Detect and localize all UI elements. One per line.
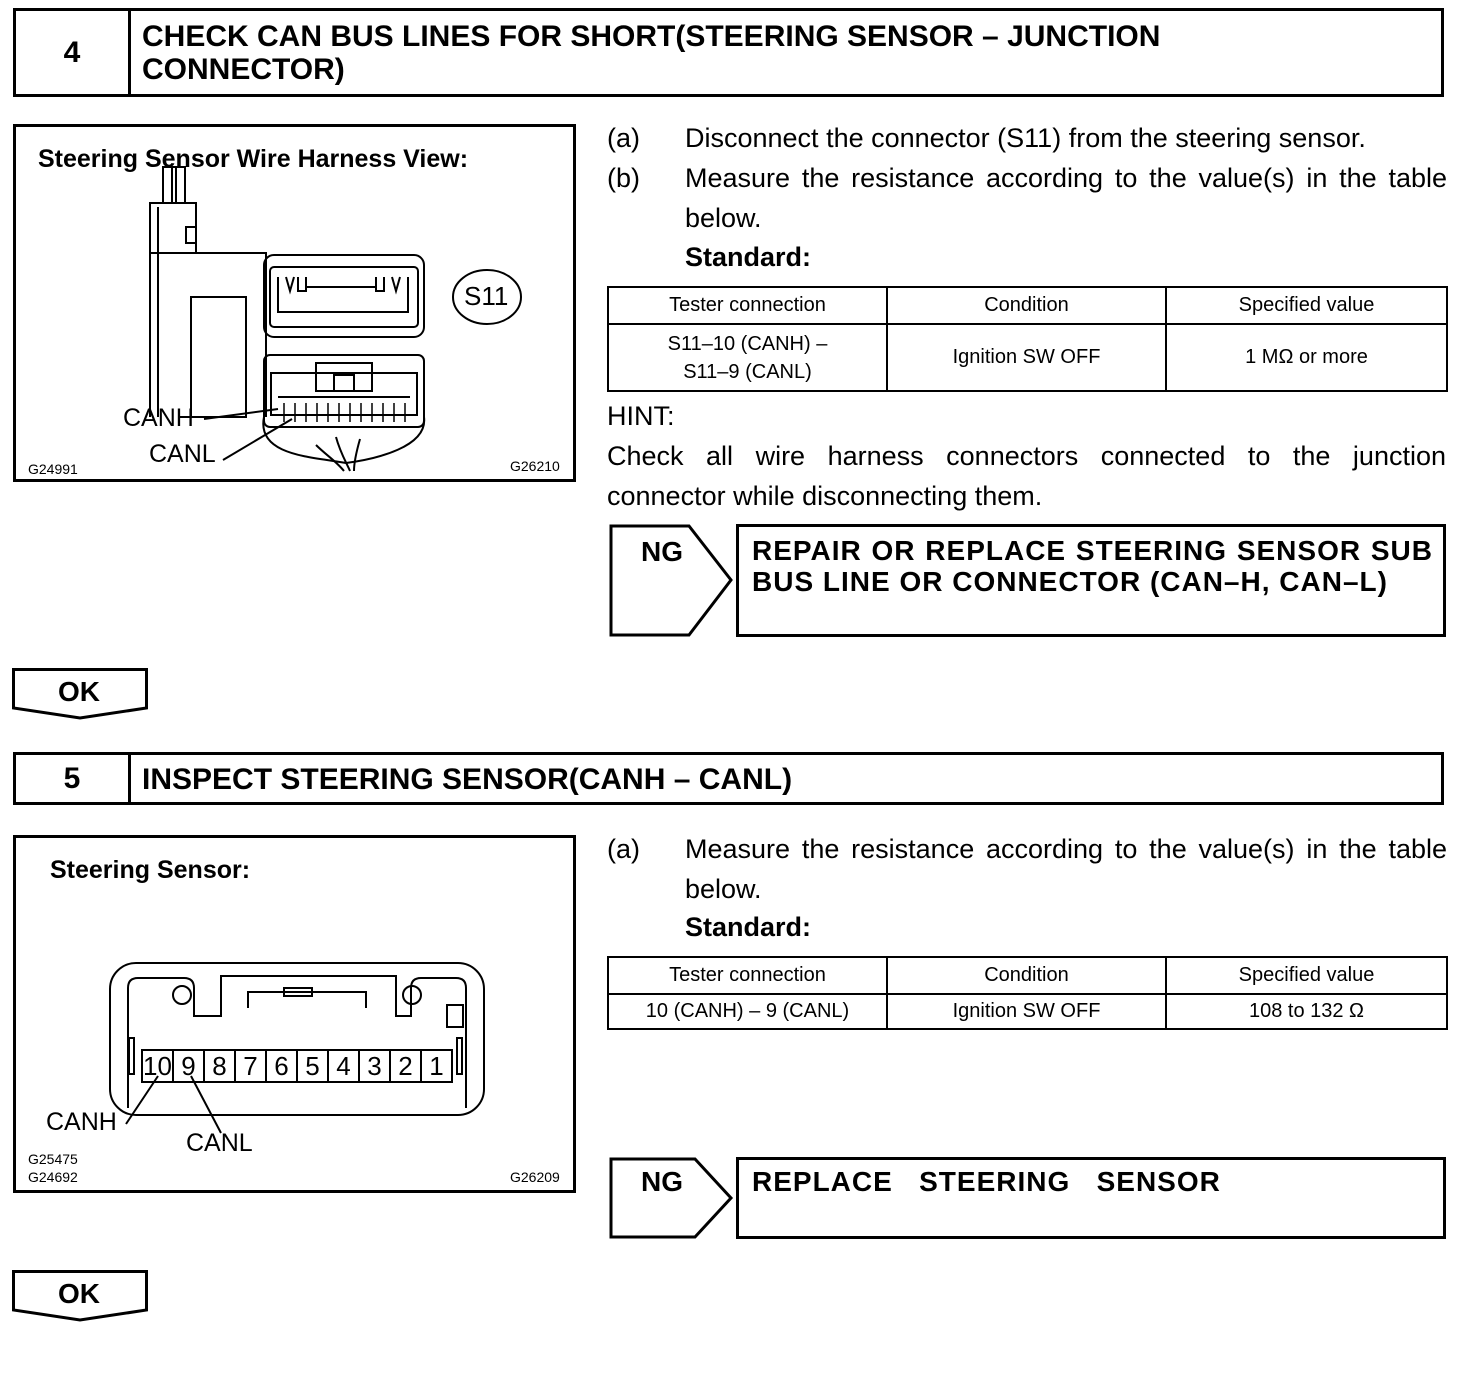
item-b-tag: (b) [607,163,640,193]
header-tester-connection: Tester connection [608,957,887,994]
step-5-ok-indicator [12,1270,149,1322]
step-5-ng-indicator [609,1157,734,1239]
item-a-text: Measure the resistance according to the value(s) in the table below. [685,834,1447,904]
step-4-number: 4 [16,11,131,94]
cell-condition: Ignition SW OFF [887,324,1166,391]
step-4-ok-indicator [12,668,149,720]
label-canh: CANH [123,404,194,432]
label-canl: CANL [186,1129,253,1157]
step-4-header [13,8,1444,97]
connection-line1: S11–10 (CANH) – [667,332,828,355]
figure-title: Steering Sensor: [50,856,251,884]
step-4-title-line1: CHECK CAN BUS LINES FOR SHORT(STEERING SENSOR – JUNCTION [142,20,1161,53]
ng-label: NG [641,1166,683,1197]
step-4-title-line2: CONNECTOR) [142,53,345,86]
connector-pin-row [142,1050,452,1082]
standard-label: Standard: [685,912,812,942]
pin-8: 8 [212,1051,227,1081]
item-a-tag: (a) [607,834,640,864]
connector-id-s11: S11 [464,281,509,311]
cell-tester-connection [608,324,887,391]
ng-result-text: REPLACE STEERING SENSOR [752,1166,1221,1197]
cell-tester-connection: 10 (CANH) – 9 (CANL) [608,994,887,1029]
figure-title: Steering Sensor Wire Harness View: [38,145,469,173]
item-b-text: Measure the resistance according to the value(s) in the table below. [685,163,1447,233]
steering-sensor-connector-diagram [16,838,573,1190]
header-condition: Condition [887,287,1166,324]
pin-1: 1 [429,1051,444,1081]
figure-code-left-2: G24692 [28,1169,78,1185]
item-a-text: Disconnect the connector (S11) from the steering sensor. [685,123,1366,153]
pin-7: 7 [243,1051,258,1081]
figure-code-left: G24991 [28,461,78,477]
standard-label: Standard: [685,242,812,272]
step-4-figure [13,124,576,482]
ng-label: NG [641,536,683,567]
cell-specified-value: 108 to 132 Ω [1166,994,1447,1029]
pin-10: 10 [143,1051,172,1081]
pin-6: 6 [274,1051,289,1081]
header-specified-value: Specified value [1166,287,1447,324]
step-4-spec-table [607,286,1448,392]
step-5-figure [13,835,576,1193]
pin-4: 4 [336,1051,351,1081]
pin-9: 9 [181,1051,196,1081]
label-canl: CANL [149,440,216,468]
ng-result-text: REPAIR OR REPLACE STEERING SENSOR SUB BUS LINE OR CONNECTOR (CAN–H, CAN–L) [752,535,1433,597]
hint-label: HINT: [607,401,675,431]
connection-line2: S11–9 (CANL) [683,360,812,383]
cell-specified-value: 1 MΩ or more [1166,324,1447,391]
step-5-number: 5 [16,755,131,802]
step-4-ng-indicator [609,524,734,637]
pin-3: 3 [367,1051,382,1081]
ok-label: OK [58,676,100,707]
step-5-ng-result-box [736,1157,1446,1239]
step-4-ng-result-box [736,524,1446,637]
cell-condition: Ignition SW OFF [887,994,1166,1029]
ok-label: OK [58,1278,100,1309]
step-5-item-a [607,829,1447,909]
hint-text: Check all wire harness connectors connected to the junction connector while disconnecting them. [607,441,1446,511]
step-4-item-a [607,118,1447,158]
step-5-header [13,752,1444,805]
pin-5: 5 [305,1051,320,1081]
item-a-tag: (a) [607,123,640,153]
figure-code-left-1: G25475 [28,1151,78,1167]
label-canh: CANH [46,1108,117,1136]
header-tester-connection: Tester connection [608,287,887,324]
step-5-spec-table [607,956,1448,1030]
pin-2: 2 [398,1051,413,1081]
step-5-title: INSPECT STEERING SENSOR(CANH – CANL) [142,763,793,796]
figure-code-right: G26210 [510,458,560,474]
step-4-item-b [607,158,1447,238]
header-specified-value: Specified value [1166,957,1447,994]
figure-code-right: G26209 [510,1169,560,1185]
header-condition: Condition [887,957,1166,994]
